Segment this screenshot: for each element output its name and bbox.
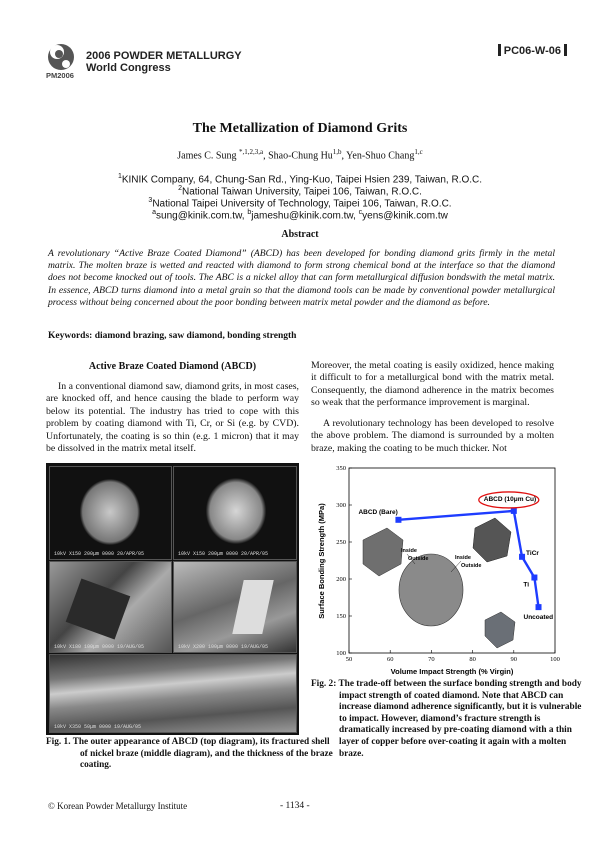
abstract-text: A revolutionary “Active Braze Coated Diamond” (ABCD) has been developed for bonding diamond grits firmly in the metal matrix. The molten braze is wetted and reacted with diamond to form strong chemical bond at the interface so that the diamond does not become knocked out of tools. The ABC is a nickel alloy that can form metallurgical diffusion bondswith the metal matrix. In essence, ABCD turns diamond into a metal grain so that the diamond tools can be made by conventional powder metallurgical process without being concerned about the poor bonding between matrix metal powder and the diamond as before. [48, 248, 555, 308]
sem-label: 10kV X150 200μm 0000 20/APR/05 [178, 551, 269, 557]
conference-logo [46, 42, 76, 72]
sem-photo-middle-right [173, 561, 297, 653]
paper-code-text: PC06-W-06 [503, 45, 561, 57]
figure-2-chart [311, 460, 560, 678]
sem-photo-top-left [49, 466, 172, 560]
right-paragraph-1: Moreover, the metal coating is easily oxidized, hence making it difficult to for a metallurgical bond with the matrix metal. Consequently, the diamond adherence in the matrix becomes so weak that the performance improvement is marginal. [311, 360, 554, 409]
y-tick-label: 200 [336, 576, 346, 583]
conference-line-2: World Congress [86, 62, 171, 74]
affiliation-3: $^3$National Taipei University of Technology, Taipei 106, Taiwan, R.O.C. [148, 197, 452, 210]
figure-1 [46, 463, 299, 735]
figure-1-caption: Fig. 1. The outer appearance of ABCD (top diagram), its fractured shell of nickel braze (middle diagram), and the thickness of the braze coating. [46, 737, 333, 771]
figure-2-caption: Fig. 2: The trade-off between the surface bonding strength and body impact strength of coated diamond. Note that ABCD can increase diamond adherence significantly, but it is vulnerable to impact. However, diamond’s fracture strength is dramatically increased by pre-coating diamond with a thin layer of copper before over-coating it again with a molten braze. [311, 679, 582, 759]
x-tick-label: 100 [550, 656, 560, 663]
keywords: Keywords: diamond brazing, saw diamond, bonding strength [48, 331, 297, 341]
y-tick-label: 150 [336, 613, 346, 620]
annotation-outside: Outside [461, 563, 482, 569]
data-label: TiCr [526, 549, 539, 557]
left-paragraph: In a conventional diamond saw, diamond grits, in most cases, are knocked off, and hence causing the blade to perform way below its potential. The industry has tried to cope with this problem by coating diamond with Ti, Cr, or Si (e.g. by CVD). Unfortunately, the coating is so thin (e.g. 1 micron) that it may be dissolved in the matrix metal itself. [46, 381, 299, 455]
conference-line-1: 2006 POWDER METALLURGY [86, 50, 242, 62]
sem-label: 10kV X350 50μm 0000 19/AUG/05 [54, 724, 142, 730]
page-number: - 1134 - [280, 801, 310, 811]
x-tick-label: 50 [345, 656, 353, 663]
footer-copyright: © Korean Powder Metallurgy Institute [48, 801, 188, 811]
annotation-inside: Inside [401, 548, 417, 554]
data-label: ABCD (Bare) [358, 508, 398, 516]
sem-photo-bottom [49, 654, 297, 733]
sem-photo-middle-left [49, 561, 172, 653]
data-point [511, 508, 517, 514]
paper-title: The Metallization of Diamond Grits [192, 121, 408, 136]
author-emails: $^a$sung@kinik.com.tw, $^b$jameshu@kinik.com.tw, $^c$yens@kinik.com.tw [152, 209, 448, 222]
data-point [519, 554, 525, 560]
y-tick-label: 350 [336, 465, 346, 472]
crystal-image-coated [399, 554, 463, 626]
right-paragraph-2: A revolutionary technology has been developed to resolve the above problem. The diamond is surrounded by a molten braze, making the coating to be much thicker. Not [311, 418, 554, 454]
affiliation-2: $^2$National Taiwan University, Taipei 106, Taiwan, R.O.C. [178, 185, 422, 198]
y-axis-label: Surface Bonding Strength (MPa) [317, 503, 326, 619]
data-point [536, 604, 542, 610]
x-tick-label: 60 [386, 656, 394, 663]
section-heading: Active Braze Coated Diamond (ABCD) [88, 361, 257, 372]
x-tick-label: 70 [428, 656, 435, 663]
conference-name [86, 50, 242, 74]
sem-label: 10kV X180 100μm 0000 19/AUG/05 [54, 644, 145, 650]
sem-photo-top-right [173, 466, 297, 560]
annotation-inside: Inside [455, 555, 471, 561]
x-axis-label: Volume Impact Strength (% Virgin) [390, 667, 514, 676]
x-tick-label: 90 [510, 656, 518, 663]
logo-text: PM2006 [46, 71, 74, 80]
data-label: Ti [523, 581, 530, 589]
paper-code [498, 44, 567, 57]
data-point [531, 575, 537, 581]
abstract-heading: Abstract [281, 229, 319, 240]
affiliation-1: $^1$KINIK Company, 64, Chung-San Rd., Ying-Kuo, Taipei Hsien 239, Taiwan, R.O.C. [117, 173, 483, 186]
sem-label: 10kV X200 100μm 0000 19/AUG/05 [178, 644, 269, 650]
annotation-outside: Outside [408, 556, 429, 562]
x-tick-label: 80 [469, 656, 476, 663]
y-tick-label: 100 [336, 650, 346, 657]
data-label: Uncoated [523, 614, 554, 622]
data-point [395, 517, 401, 523]
sem-label: 10kV X150 200μm 0000 20/APR/05 [54, 551, 145, 557]
data-label: ABCD (10μm Cu) [483, 495, 537, 503]
authors: James C. Sung $^{*,1,2,3,a}$, Shao-Chung Hu$^{1,b}$, Yen-Shuo Chang$^{1,c}$ [177, 148, 423, 162]
y-tick-label: 250 [336, 539, 346, 546]
y-tick-label: 300 [336, 502, 346, 509]
